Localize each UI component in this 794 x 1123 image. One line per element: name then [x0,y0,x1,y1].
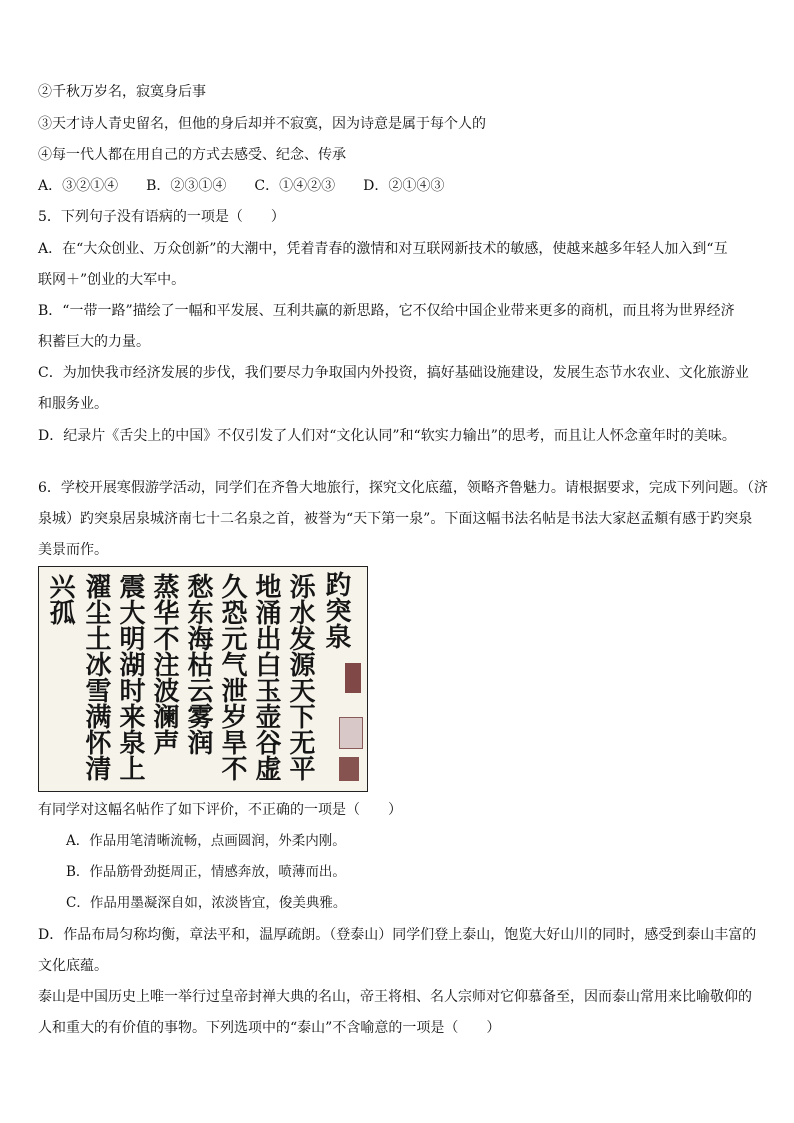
option-b-cont: 积蓄巨大的力量。 [38,334,150,350]
question-6-text: 泉城）趵突泉居泉城济南七十二名泉之首，被誉为“天下第一泉”。下面这幅书法名帖是书法大家赵孟頫有感于趵突泉 [38,511,753,527]
choice-c: C．作品用墨凝深自如，浓淡皆宜，俊美典雅。 [66,895,347,911]
option-c-cont: 和服务业。 [38,396,108,412]
calligraphy-column: 震大明湖时来泉上 [115,573,145,781]
question-6-title: 6．学校开展寒假游学活动，同学们在齐鲁大地旅行，探究文化底蕴，领略齐鲁魅力。请根据要求，完成下列问题。（济 [38,480,768,496]
question-stem-line: ②千秋万岁名，寂寞身后事 [38,84,206,100]
choice-a: A．作品用笔清晰流畅，点画圆润，外柔内刚。 [66,833,346,849]
calligraphy-image [38,566,368,792]
red-seal-stamp [345,663,361,693]
calligraphy-column: 久恐元气泄岁旱不 [217,573,247,781]
option-b: B．“一带一路”描绘了一幅和平发展、互利共赢的新思路，它不仅给中国企业带来更多的商机，而且将为世界经济 [38,303,735,319]
calligraphy-column: 愁东海枯云雾润 [183,573,213,755]
red-seal-stamp [339,757,359,781]
option-a-cont: 联网＋”创业的大军中。 [38,272,186,288]
answer-options: A．③②①④ B．②③①④ C．①④②③ D．②①④③ [38,178,445,194]
seal-stamp [339,717,363,749]
question-6-text: 美景而作。 [38,542,108,558]
taishan-text: 人和重大的有价值的事物。下列选项中的“泰山”不含喻意的一项是（ ） [38,1020,501,1036]
calligraphy-column: 趵突泉 [321,571,351,649]
option-a: A．在“大众创业、万众创新”的大潮中，凭着青春的激情和对互联网新技术的敏感，使越来越多年轻人加入到“互 [38,241,728,257]
choice-d-cont: 文化底蕴。 [38,958,108,974]
taishan-text: 泰山是中国历史上唯一举行过皇帝封禅大典的名山，帝王将相、名人宗师对它仰慕备至，因而泰山常用来比喻敬仰的 [38,989,752,1005]
option-c: C．为加快我市经济发展的步伐，我们要尽力争取国内外投资，搞好基础设施建设，发展生态节水农业、文化旅游业 [38,365,749,381]
question-6-sub-title: 有同学对这幅名帖作了如下评价，不正确的一项是（ ） [38,802,402,818]
choice-d: D．作品布局匀称均衡，章法平和，温厚疏朗。（登泰山）同学们登上泰山，饱览大好山川的同时，感受到泰山丰富的 [38,927,757,943]
calligraphy-column: 泺水发源天下无平 [285,573,315,781]
choice-b: B．作品筋骨劲挺周正，情感奔放，喷薄而出。 [66,864,346,880]
question-stem-line: ③天才诗人青史留名，但他的身后却并不寂寞，因为诗意是属于每个人的 [38,116,486,132]
option-d: D．纪录片《舌尖上的中国》不仅引发了人们对“文化认同”和“软实力输出”的思考，而且让人怀念童年时的美味。 [38,428,736,444]
question-stem-line: ④每一代人都在用自己的方式去感受、纪念、传承 [38,147,346,163]
calligraphy-column: 兴孤 [45,573,75,625]
calligraphy-column: 地涌出白玉壶谷虚 [251,573,281,781]
calligraphy-column: 蒸华不注波澜声 [149,573,179,755]
question-5-title: 5．下列句子没有语病的一项是（ ） [38,209,285,225]
calligraphy-column: 濯尘土冰雪满怀清 [81,573,111,781]
